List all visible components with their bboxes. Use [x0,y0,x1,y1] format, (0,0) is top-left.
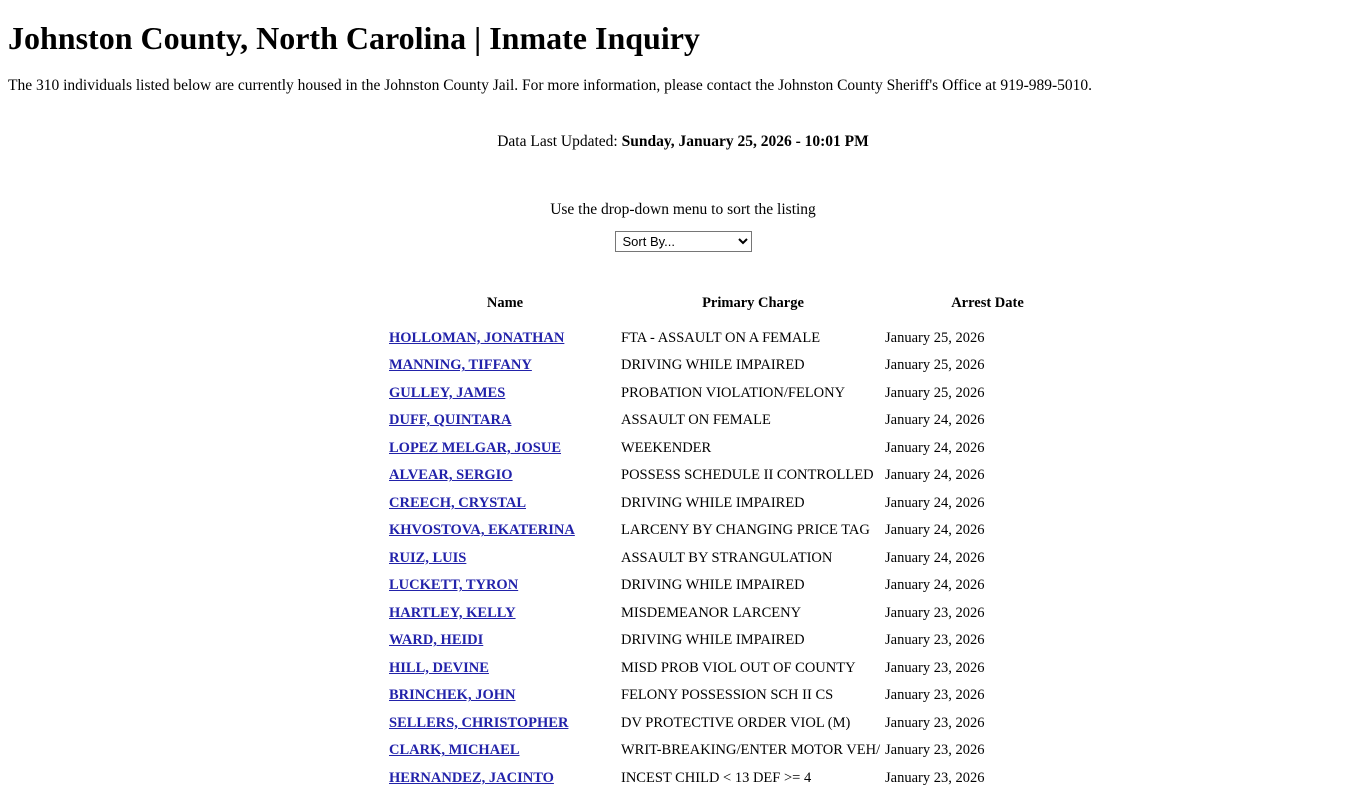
spacer-left [8,489,389,517]
cell-arrest-date: January 24, 2026 [885,467,985,484]
table-row [8,572,1366,600]
cell-primary-charge: FTA - ASSAULT ON A FEMALE [621,329,821,346]
cell-primary-charge: DRIVING WHILE IMPAIRED [621,577,805,594]
cell-inmate-name [389,489,621,517]
inmate-name-link[interactable]: LUCKETT, TYRON [389,577,519,594]
table-row [8,379,1366,407]
cell-primary-charge: MISDEMEANOR LARCENY [621,604,802,621]
spacer-left [8,517,389,545]
inmate-listing-table [8,295,1366,792]
spacer-right [1090,737,1366,765]
cell-primary-charge: ASSAULT ON FEMALE [621,412,771,429]
spacer-left [8,572,389,600]
inmate-name-link[interactable]: CREECH, CRYSTAL [389,494,526,511]
table-head [8,295,1366,324]
spacer-right [1090,517,1366,545]
spacer-right [1090,352,1366,380]
spacer-left [8,682,389,710]
spacer-right [1090,407,1366,435]
spacer-left [8,352,389,380]
cell-inmate-name [389,709,621,737]
spacer-right [1090,295,1366,324]
inmate-name-link[interactable]: BRINCHEK, JOHN [389,687,516,704]
cell-primary-charge: FELONY POSSESSION SCH II CS [621,687,834,704]
column-header-name: Name [486,295,524,312]
spacer-left [8,764,389,792]
spacer-right [1090,599,1366,627]
spacer-right [1090,682,1366,710]
inmate-name-link[interactable]: KHVOSTOVA, EKATERINA [389,522,575,539]
spacer-left [8,295,389,324]
cell-arrest-date: January 24, 2026 [885,494,985,511]
cell-primary-charge: WRIT-BREAKING/ENTER MOTOR VEH/ [621,742,881,759]
spacer-right [1090,489,1366,517]
cell-primary-charge: DRIVING WHILE IMPAIRED [621,632,805,649]
cell-inmate-name [389,517,621,545]
column-header-charge: Primary Charge [702,295,804,312]
spacer-left [8,434,389,462]
inmate-name-link[interactable]: HOLLOMAN, JONATHAN [389,329,565,346]
cell-primary-charge: ASSAULT BY STRANGULATION [621,549,833,566]
spacer-left [8,599,389,627]
cell-arrest-date: January 23, 2026 [885,604,985,621]
table-body [8,324,1366,792]
cell-inmate-name [389,737,621,765]
spacer-left [8,407,389,435]
spacer-right [1090,544,1366,572]
table-row [8,764,1366,792]
last-updated-line [8,133,1358,151]
cell-inmate-name [389,462,621,490]
inmate-name-link[interactable]: HERNANDEZ, JACINTO [389,769,554,786]
cell-inmate-name [389,682,621,710]
cell-inmate-name [389,544,621,572]
table-row [8,462,1366,490]
cell-primary-charge: PROBATION VIOLATION/FELONY [621,384,846,401]
last-updated-label: Data Last Updated: [497,133,618,151]
cell-inmate-name [389,352,621,380]
spacer-right [1090,462,1366,490]
inmate-name-link[interactable]: LOPEZ MELGAR, JOSUE [389,439,562,456]
cell-arrest-date: January 24, 2026 [885,549,985,566]
spacer-right [1090,434,1366,462]
cell-inmate-name [389,324,621,352]
cell-arrest-date: January 25, 2026 [885,329,985,346]
spacer-right [1090,324,1366,352]
page-title: Johnston County, North Carolina | Inmate Inquiry [8,20,700,56]
cell-arrest-date: January 23, 2026 [885,742,985,759]
cell-primary-charge: DRIVING WHILE IMPAIRED [621,494,805,511]
table-row [8,434,1366,462]
cell-arrest-date: January 24, 2026 [885,522,985,539]
cell-inmate-name [389,379,621,407]
last-updated-value: Sunday, January 25, 2026 - 10:01 PM [621,133,869,151]
table-header-row [8,295,1366,324]
cell-inmate-name [389,407,621,435]
inmate-name-link[interactable]: HILL, DEVINE [389,659,489,676]
table-row [8,517,1366,545]
cell-primary-charge: INCEST CHILD < 13 DEF >= 4 [621,769,812,786]
cell-arrest-date: January 23, 2026 [885,632,985,649]
table-row [8,737,1366,765]
cell-arrest-date: January 25, 2026 [885,357,985,374]
inmate-name-link[interactable]: CLARK, MICHAEL [389,742,520,759]
inmate-name-link[interactable]: RUIZ, LUIS [389,549,467,566]
cell-inmate-name [389,434,621,462]
spacer-left [8,324,389,352]
spacer-right [1090,572,1366,600]
inmate-name-link[interactable]: WARD, HEIDI [389,632,484,649]
cell-inmate-name [389,764,621,792]
table-row [8,682,1366,710]
spacer-left [8,544,389,572]
inmate-name-link[interactable]: HARTLEY, KELLY [389,604,516,621]
table-row [8,599,1366,627]
table-row [8,709,1366,737]
cell-arrest-date: January 24, 2026 [885,577,985,594]
spacer-left [8,379,389,407]
cell-inmate-name [389,599,621,627]
inmate-name-link[interactable]: GULLEY, JAMES [389,384,506,401]
cell-primary-charge: DRIVING WHILE IMPAIRED [621,357,805,374]
inmate-name-link[interactable]: ALVEAR, SERGIO [389,467,513,484]
table-row [8,407,1366,435]
spacer-left [8,654,389,682]
cell-inmate-name [389,627,621,655]
spacer-right [1090,627,1366,655]
column-header-date: Arrest Date [951,295,1024,312]
table-row [8,544,1366,572]
cell-arrest-date: January 23, 2026 [885,687,985,704]
inmate-name-link[interactable]: DUFF, QUINTARA [389,412,512,429]
cell-primary-charge: MISD PROB VIOL OUT OF COUNTY [621,659,856,676]
cell-primary-charge: LARCENY BY CHANGING PRICE TAG [621,522,870,539]
table-row [8,654,1366,682]
cell-primary-charge: DV PROTECTIVE ORDER VIOL (M) [621,714,851,731]
spacer-left [8,709,389,737]
cell-primary-charge: WEEKENDER [621,439,712,456]
table-row [8,627,1366,655]
cell-arrest-date: January 23, 2026 [885,714,985,731]
table-row [8,324,1366,352]
cell-arrest-date: January 25, 2026 [885,384,985,401]
spacer-right [1090,379,1366,407]
cell-primary-charge: POSSESS SCHEDULE II CONTROLLED [621,467,874,484]
spacer-right [1090,709,1366,737]
inmate-name-link[interactable]: SELLERS, CHRISTOPHER [389,714,569,731]
cell-arrest-date: January 23, 2026 [885,769,985,786]
sort-by-select[interactable] [615,231,752,252]
cell-arrest-date: January 23, 2026 [885,659,985,676]
spacer-right [1090,654,1366,682]
cell-arrest-date: January 24, 2026 [885,439,985,456]
table-row [8,352,1366,380]
table-row [8,489,1366,517]
intro-paragraph: The 310 individuals listed below are currently housed in the Johnston County Jail. For more information, please contact the Johnston County Sheriff's Office at 919-989-5010. [8,77,1093,95]
sort-select-container [8,231,1358,252]
cell-inmate-name [389,572,621,600]
spacer-left [8,462,389,490]
cell-inmate-name [389,654,621,682]
spacer-right [1090,764,1366,792]
spacer-left [8,737,389,765]
inmate-name-link[interactable]: MANNING, TIFFANY [389,357,532,374]
sort-instruction: Use the drop-down menu to sort the listing [550,201,816,219]
spacer-left [8,627,389,655]
cell-arrest-date: January 24, 2026 [885,412,985,429]
